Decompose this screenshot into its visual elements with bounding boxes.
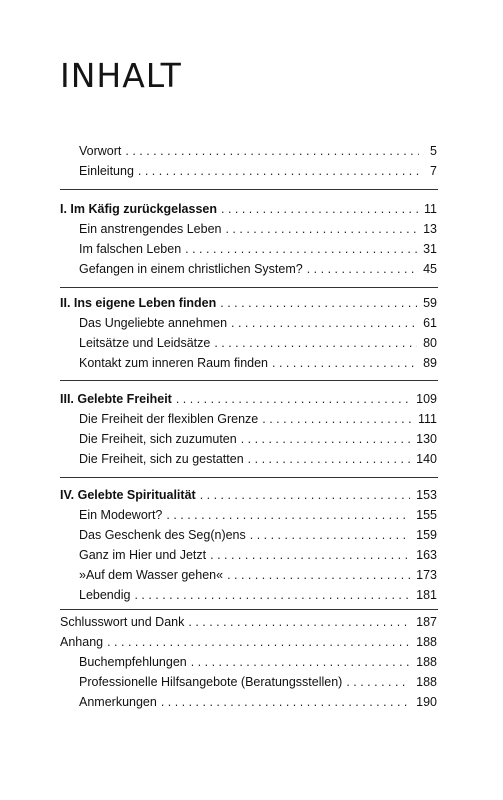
- toc-entry[interactable]: [0, 505, 503, 525]
- toc-entry-page: 190: [416, 695, 437, 709]
- dot-leader: [185, 239, 417, 259]
- toc-entry-page: 163: [416, 548, 437, 562]
- toc-entry-label: Das Geschenk des Seg(n)ens: [79, 528, 246, 542]
- dot-leader: [188, 612, 410, 632]
- toc-entry-label: Die Freiheit, sich zuzumuten: [79, 432, 237, 446]
- toc-entry-label: Ein anstrengendes Leben: [79, 222, 222, 236]
- dot-leader: [227, 565, 410, 585]
- toc-entry-page: 187: [416, 615, 437, 629]
- section-divider: [60, 189, 438, 190]
- toc-entry-schlusswort[interactable]: [0, 612, 503, 632]
- toc-entry-label: II. Ins eigene Leben finden: [60, 296, 217, 310]
- toc-entry-anhang[interactable]: [0, 632, 503, 652]
- toc-entry-label: Das Ungeliebte annehmen: [79, 316, 228, 330]
- dot-leader: [225, 219, 417, 239]
- toc-entry-page: 31: [423, 242, 437, 256]
- toc-entry-page: 188: [416, 675, 437, 689]
- toc-entry-label: Leitsätze und Leidsätze: [79, 336, 211, 350]
- toc-entry-page: 5: [430, 144, 437, 158]
- toc-entry-label: Professionelle Hilfsangebote (Beratungsstellen): [79, 675, 343, 689]
- toc-entry-page: 111: [417, 412, 437, 426]
- toc-entry-page: 188: [416, 635, 437, 649]
- dot-leader: [166, 505, 410, 525]
- toc-entry-label: Die Freiheit der flexiblen Grenze: [79, 412, 259, 426]
- dot-leader: [250, 525, 410, 545]
- toc-chapter-2[interactable]: [0, 293, 503, 313]
- toc-entry[interactable]: [0, 353, 503, 373]
- toc-entry-vorwort[interactable]: [0, 141, 503, 161]
- toc-entry-page: 11: [424, 202, 437, 216]
- toc-entry-page: 80: [423, 336, 437, 350]
- toc-entry-page: 45: [423, 262, 437, 276]
- toc-entry-page: 153: [416, 488, 437, 502]
- toc-entry[interactable]: [0, 313, 503, 333]
- toc-entry-page: 89: [423, 356, 437, 370]
- toc-entry-page: 181: [416, 588, 437, 602]
- toc-entry-label: I. Im Käfig zurückgelassen: [60, 202, 217, 216]
- dot-leader: [107, 632, 410, 652]
- toc-entry[interactable]: [0, 565, 503, 585]
- dot-leader: [241, 429, 410, 449]
- toc-entry-label: Einleitung: [79, 164, 134, 178]
- toc-entry-einleitung[interactable]: [0, 161, 503, 181]
- toc-entry[interactable]: [0, 652, 503, 672]
- toc-entry-page: 188: [416, 655, 437, 669]
- toc-entry-page: 173: [416, 568, 437, 582]
- toc-entry[interactable]: [0, 525, 503, 545]
- toc-entry[interactable]: [0, 585, 503, 605]
- toc-entry-label: IV. Gelebte Spiritualität: [60, 488, 196, 502]
- toc-entry-label: Ganz im Hier und Jetzt: [79, 548, 207, 562]
- dot-leader: [210, 545, 410, 565]
- page-title: INHALT: [60, 56, 182, 95]
- toc-entry[interactable]: [0, 449, 503, 469]
- toc-chapter-4[interactable]: [0, 485, 503, 505]
- toc-entry[interactable]: [0, 239, 503, 259]
- dot-leader: [176, 389, 410, 409]
- toc-entry-label: Vorwort: [79, 144, 122, 158]
- toc-entry-label: Im falschen Leben: [79, 242, 182, 256]
- dot-leader: [346, 672, 410, 692]
- toc-entry-page: 7: [430, 164, 437, 178]
- toc-entry-label: Anmerkungen: [79, 695, 157, 709]
- toc-entry-label: Ein Modewort?: [79, 508, 163, 522]
- dot-leader: [272, 353, 417, 373]
- dot-leader: [248, 449, 410, 469]
- toc-entry[interactable]: [0, 545, 503, 565]
- section-divider: [60, 477, 438, 478]
- dot-leader: [214, 333, 417, 353]
- dot-leader: [125, 141, 419, 161]
- toc-entry[interactable]: [0, 672, 503, 692]
- toc-entry[interactable]: [0, 219, 503, 239]
- toc-entry-label: III. Gelebte Freiheit: [60, 392, 172, 406]
- toc-entry-label: Schlusswort und Dank: [60, 615, 185, 629]
- dot-leader: [138, 161, 420, 181]
- toc-chapter-3[interactable]: [0, 389, 503, 409]
- toc-entry-label: Gefangen in einem christlichen System?: [79, 262, 303, 276]
- section-divider: [60, 380, 438, 381]
- toc-entry-page: 13: [423, 222, 437, 236]
- toc-entry-label: Lebendig: [79, 588, 131, 602]
- toc-entry[interactable]: [0, 429, 503, 449]
- toc-entry[interactable]: [0, 259, 503, 279]
- dot-leader: [221, 199, 418, 219]
- toc-entry-label: Kontakt zum inneren Raum finden: [79, 356, 268, 370]
- section-divider: [60, 609, 438, 610]
- dot-leader: [262, 409, 412, 429]
- dot-leader: [191, 652, 410, 672]
- toc-entry-page: 130: [416, 432, 437, 446]
- toc-entry-page: 109: [416, 392, 437, 406]
- toc-entry-page: 155: [416, 508, 437, 522]
- dot-leader: [134, 585, 410, 605]
- toc-entry[interactable]: [0, 409, 503, 429]
- toc-entry-label: Die Freiheit, sich zu gestatten: [79, 452, 244, 466]
- toc-entry-label: »Auf dem Wasser gehen«: [79, 568, 224, 582]
- dot-leader: [220, 293, 417, 313]
- dot-leader: [307, 259, 417, 279]
- toc-entry-label: Anhang: [60, 635, 104, 649]
- dot-leader: [200, 485, 410, 505]
- dot-leader: [161, 692, 410, 712]
- toc-entry[interactable]: [0, 692, 503, 712]
- toc-entry[interactable]: [0, 333, 503, 353]
- toc-entry-page: 159: [416, 528, 437, 542]
- dot-leader: [231, 313, 417, 333]
- toc-entry-page: 61: [423, 316, 437, 330]
- toc-entry-label: Buchempfehlungen: [79, 655, 187, 669]
- toc-entry-page: 140: [416, 452, 437, 466]
- section-divider: [60, 287, 438, 288]
- toc-entry-page: 59: [423, 296, 437, 310]
- toc-chapter-1[interactable]: [0, 199, 503, 219]
